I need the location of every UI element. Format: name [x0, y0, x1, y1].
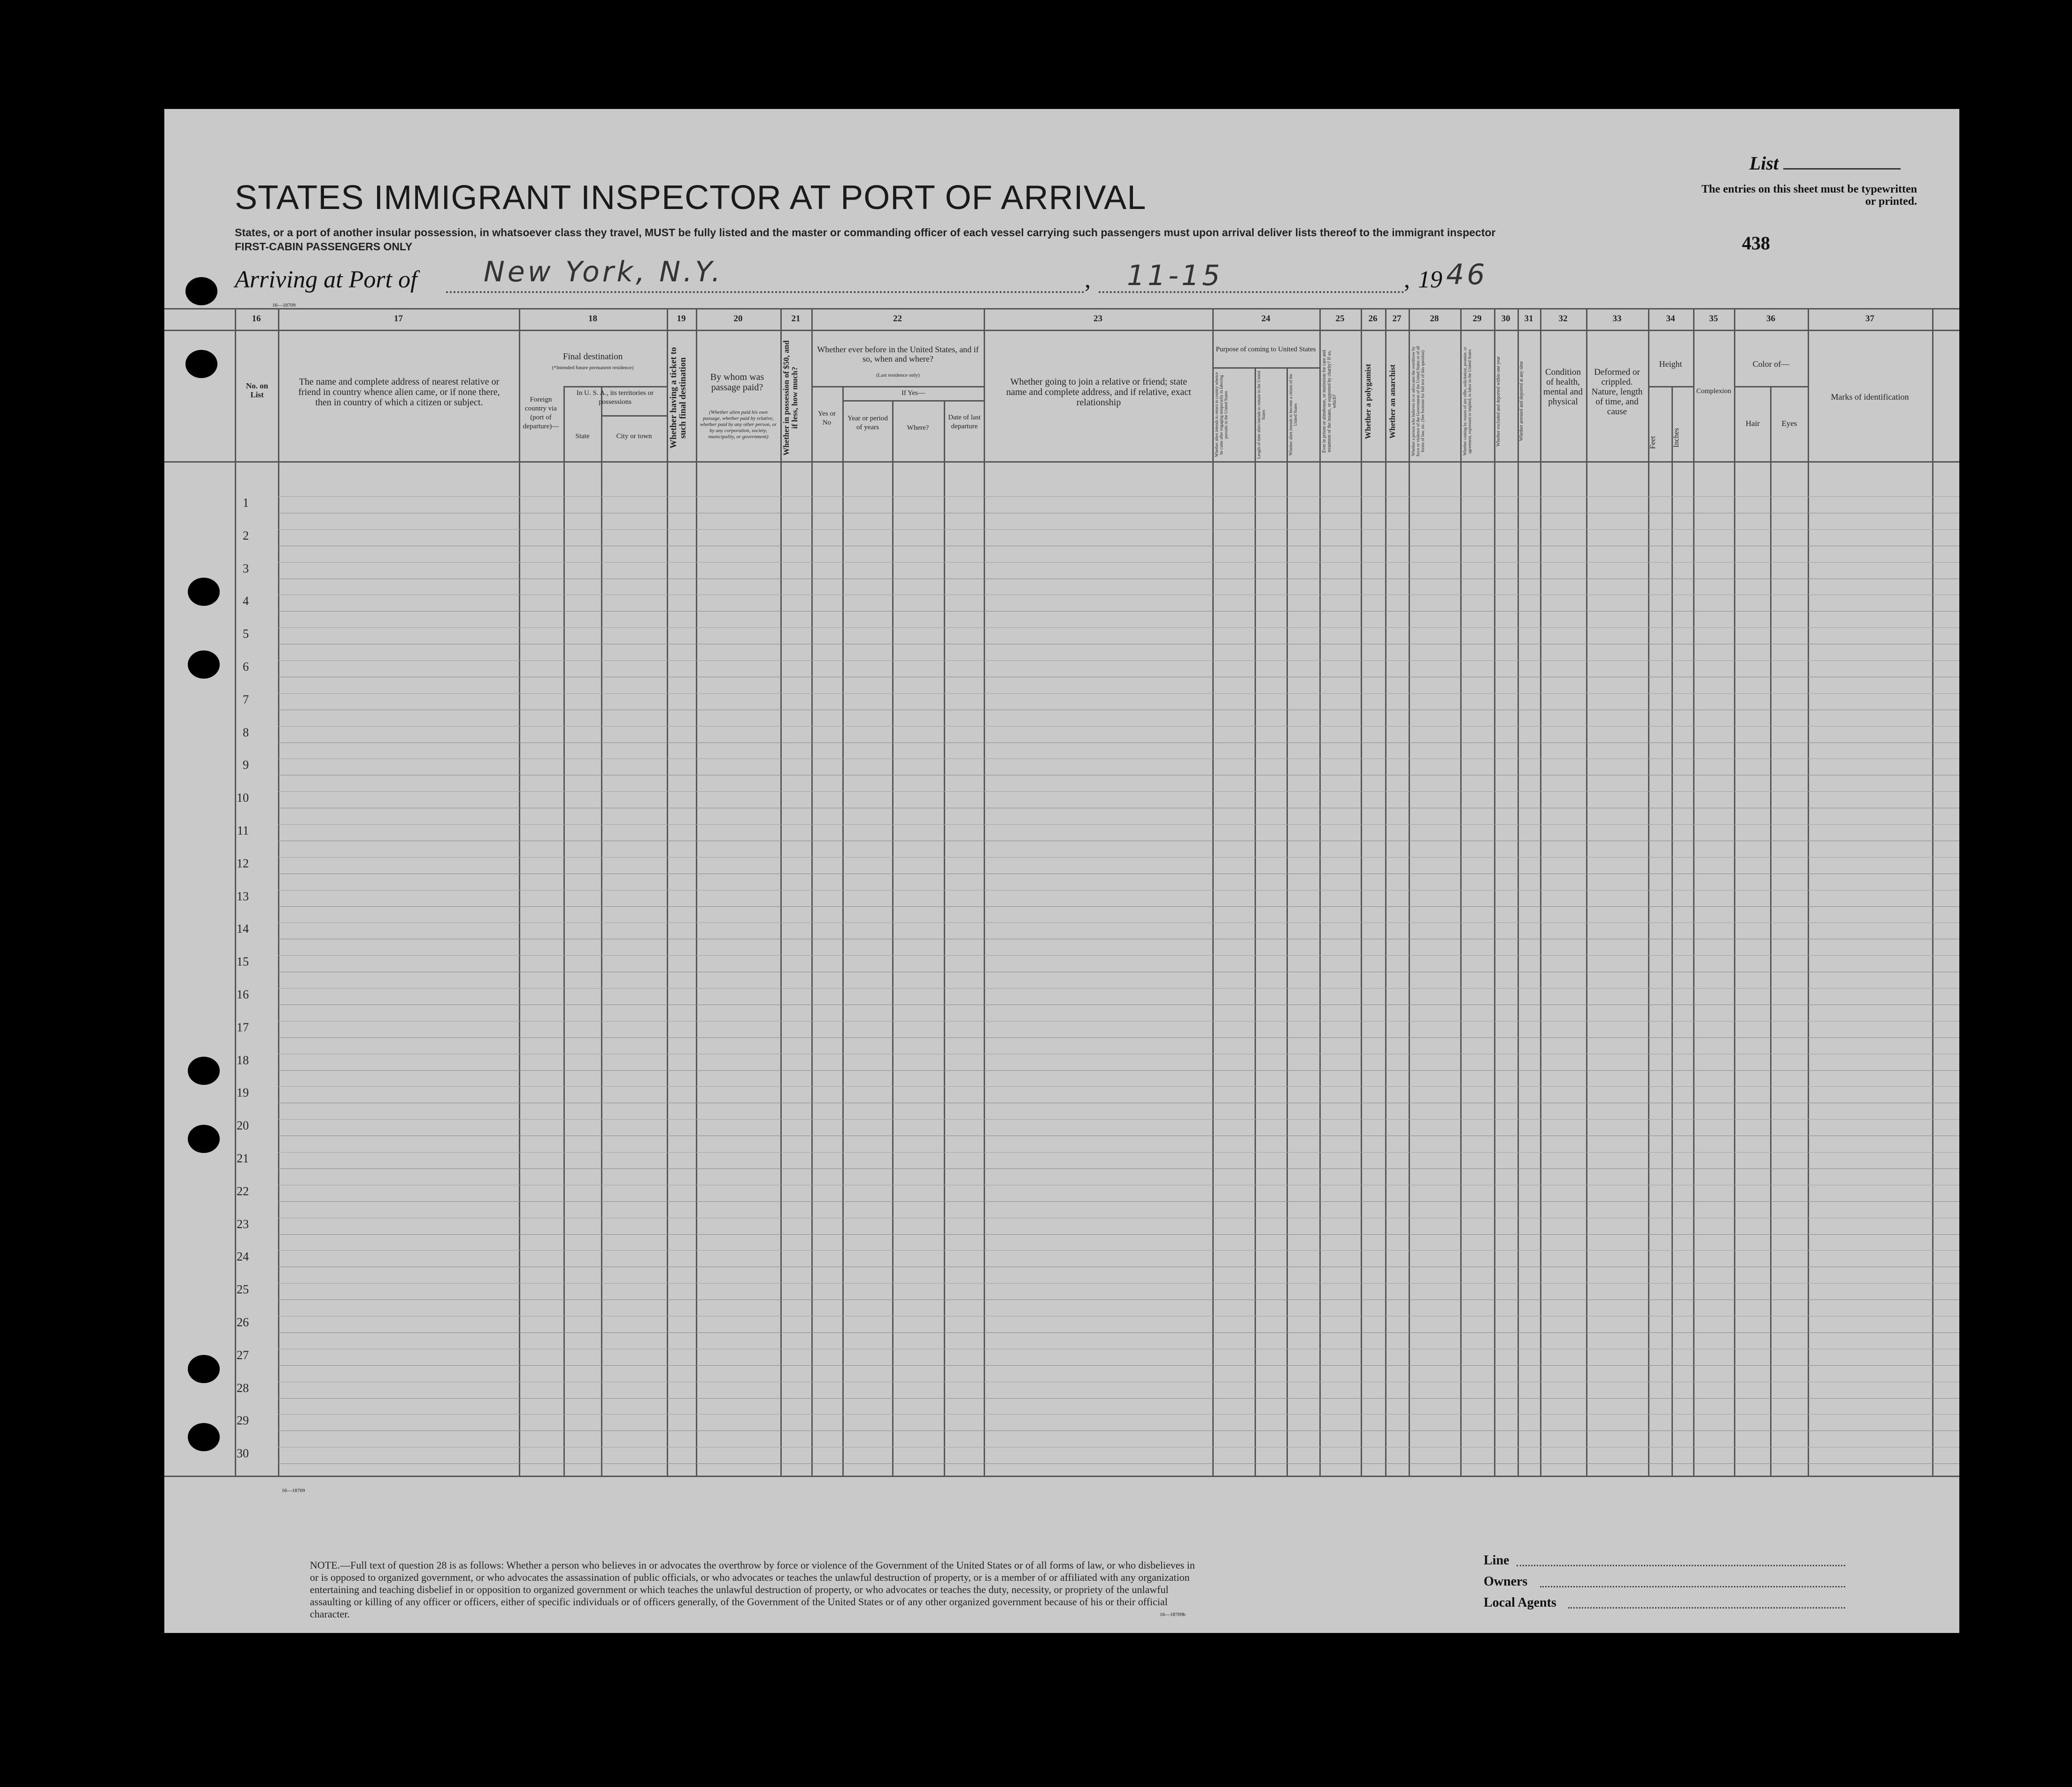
row-number: 10 — [237, 791, 249, 805]
table-bottom-rule — [164, 1476, 1959, 1477]
agents-dotted — [1568, 1607, 1845, 1609]
header-deported: Whether arrested and deported at any time — [1519, 361, 1524, 441]
row-number: 7 — [243, 692, 249, 706]
punch-hole — [188, 650, 220, 679]
row-number: 15 — [237, 955, 249, 969]
header-nearest-relative: The name and complete address of nearest relative or friend in country whence alien came, or if none there, then in country of which a citizen or subject. — [298, 377, 500, 408]
row-subrule — [278, 562, 1959, 563]
row-rule — [278, 1070, 1959, 1071]
header-purpose-c: Whether alien intends to become a citizen of the United States — [1288, 374, 1298, 456]
row-subrule — [278, 1283, 1959, 1284]
row-subrule — [278, 627, 1959, 628]
row-number: 17 — [237, 1020, 249, 1034]
header-passage-paid-sub: (Whether alien paid his own passage, whether paid by relative, whether paid by any other person, or by any corporation, society, municipality, or government) — [700, 410, 777, 440]
punch-hole — [185, 350, 217, 378]
row-number: 16 — [237, 988, 249, 1001]
year-prefix: 19 — [1418, 266, 1442, 293]
colnum-34: 34 — [1666, 314, 1675, 324]
colnum-22: 22 — [893, 314, 902, 324]
colnum-21: 21 — [791, 314, 801, 324]
header-date-departure: Date of last departure — [948, 414, 981, 430]
colnum-37: 37 — [1865, 314, 1874, 324]
row-rule — [278, 1201, 1959, 1202]
row-rule — [278, 1463, 1959, 1464]
row-subrule — [278, 1086, 1959, 1087]
header-purpose: Purpose of coming to United States — [1216, 346, 1316, 353]
colnum-18: 18 — [588, 314, 597, 324]
vline — [1540, 308, 1541, 1476]
colnum-30: 30 — [1501, 314, 1510, 324]
sub-rule — [811, 386, 984, 387]
vline — [667, 308, 668, 1476]
header-bottom-rule — [164, 461, 1959, 463]
row-subrule — [278, 529, 1959, 530]
form-number-note: 16—18709b — [1160, 1612, 1186, 1617]
question-28-footnote: NOTE.—Full text of question 28 is as follows: Whether a person who believes in or advocates the overthrow by force or violence of the Government of the United States or of all forms of law, or who disbelieves in or is opposed to organized government, or who advocates the assassination of public officials, or who advocates or teaches the unlawful destruction of property, or is a member of or affiliated with any organization entertaining and teaching disbelief in or opposition to organized government or which teaches the unlawful destruction of property, or who advocates or teaches the duty, necessity, or propriety of the unlawful assaulting or killing of any officer or officers, either of specific individuals or of officers generally, of the Government of the United States or of any other organized government because of his or their official character. — [310, 1559, 1195, 1620]
colnum-27: 27 — [1392, 314, 1402, 324]
list-label: List — [1749, 152, 1901, 174]
vline — [944, 400, 945, 1476]
comma-2: , — [1404, 266, 1410, 293]
header-purpose-a: Whether alien intends to return to country whence he came after engaging temporarily in laboring pursuits in the United States — [1214, 372, 1228, 457]
header-color-of: Color of— — [1752, 359, 1790, 369]
colnum-26: 26 — [1368, 314, 1378, 324]
header-ticket: Whether having a ticket to such final destination — [669, 347, 688, 449]
class-line: FIRST-CABIN PASSENGERS ONLY — [235, 240, 413, 253]
header-polygamist: Whether a polygamist — [1363, 364, 1372, 439]
row-rule — [278, 1365, 1959, 1366]
vline — [601, 386, 602, 1476]
header-in-usa: In U. S. A., its territories or possessions — [576, 389, 654, 406]
table-top-rule — [164, 308, 1959, 309]
header-final-destination: Final destination — [562, 352, 623, 362]
header-inches: Inches — [1672, 428, 1680, 448]
manifest-sheet — [164, 109, 1959, 1633]
row-number: 29 — [237, 1414, 249, 1428]
vline — [1319, 308, 1321, 1476]
row-subrule — [278, 1119, 1959, 1120]
punch-hole — [188, 1423, 220, 1451]
port-handwritten: New York, N.Y. — [484, 255, 724, 288]
row-number: 14 — [237, 922, 249, 936]
row-subrule — [278, 988, 1959, 989]
port-dotted-line — [446, 291, 1085, 293]
vline — [278, 308, 279, 1476]
header-complexion: Complexion — [1696, 387, 1732, 395]
vline — [984, 308, 985, 1476]
row-number: 9 — [243, 758, 249, 772]
row-number: 5 — [243, 627, 249, 641]
row-rule — [278, 1398, 1959, 1399]
header-if-yes: If Yes— — [901, 389, 925, 397]
sub-rule — [1648, 386, 1693, 387]
sub-rule — [601, 415, 667, 417]
row-subrule — [278, 791, 1959, 792]
agents-label: Local Agents — [1484, 1595, 1556, 1610]
arriving-label: Arriving at Port of — [235, 266, 417, 293]
vline — [1212, 308, 1214, 1476]
vline — [892, 400, 894, 1476]
colnum-17: 17 — [394, 314, 403, 324]
owners-label: Owners — [1484, 1574, 1528, 1589]
colnum-20: 20 — [733, 314, 743, 324]
colnum-19: 19 — [677, 314, 686, 324]
vline — [780, 308, 782, 1476]
colnum-36: 36 — [1766, 314, 1775, 324]
row-number: 30 — [237, 1447, 249, 1461]
row-subrule — [278, 1250, 1959, 1251]
row-number: 3 — [243, 561, 249, 575]
colnum-25: 25 — [1335, 314, 1345, 324]
row-number: 13 — [237, 889, 249, 903]
vline — [842, 386, 844, 1476]
row-number: 18 — [237, 1053, 249, 1067]
vline — [1255, 367, 1256, 1476]
line-dotted — [1517, 1565, 1845, 1566]
form-title: STATES IMMIGRANT INSPECTOR AT PORT OF ARRIVAL — [235, 179, 1147, 217]
header-deformed: Deformed or crippled. Nature, length of time, and cause — [1591, 367, 1643, 417]
row-number: 22 — [237, 1184, 249, 1198]
punch-hole — [188, 1057, 220, 1085]
header-purpose-b: Length of time alien intends to remain in the United States — [1256, 371, 1266, 459]
vline — [1770, 386, 1772, 1476]
header-yes-no: Yes or No — [817, 410, 836, 426]
form-number-bottom: 16—18709 — [282, 1488, 305, 1493]
row-number: 23 — [237, 1217, 249, 1231]
row-number: 19 — [237, 1086, 249, 1100]
header-state: State — [575, 433, 590, 440]
row-subrule — [278, 660, 1959, 661]
header-foreign-country: Foreign country via (port of departure)— — [523, 396, 559, 430]
vline — [1361, 308, 1362, 1476]
row-subrule — [278, 496, 1959, 497]
row-subrule — [278, 1152, 1959, 1153]
colnum-23: 23 — [1094, 314, 1102, 324]
header-marks: Marks of identification — [1831, 392, 1909, 402]
form-number-top: 16—18709 — [272, 302, 296, 308]
row-number: 27 — [237, 1348, 249, 1362]
colnum-31: 31 — [1524, 314, 1533, 324]
header-excluded: Whether excluded and deported within one year — [1496, 356, 1501, 447]
header-anarchist: Whether an anarchist — [1388, 364, 1397, 439]
header-labor-offer: Whether coming by reason of any offer, solicitation, promise, or agreement, expressed or implied, to labor in the United States — [1463, 347, 1472, 456]
row-number: 6 — [243, 660, 249, 673]
row-subrule — [278, 1414, 1959, 1415]
header-years: Year or period of years — [847, 415, 888, 431]
colnum-24: 24 — [1261, 314, 1271, 324]
header-fifty-dollars: Whether in possession of $50, and if less, how much? — [782, 340, 799, 456]
sub-rule — [563, 386, 667, 387]
row-number: 28 — [237, 1381, 249, 1395]
header-feet: Feet — [1649, 436, 1657, 449]
row-subrule — [278, 726, 1959, 727]
row-number: 11 — [237, 824, 249, 837]
row-subrule — [278, 857, 1959, 858]
header-ever-before: Whether ever before in the United States, and if so, when and where? — [817, 345, 979, 364]
header-eyes: Eyes — [1781, 419, 1797, 428]
header-overthrow: Whether a person who believes in or advocates the overthrow by force or violence of the Government of the United States or of all forms of law, etc. (See footnote for full text of this question) — [1411, 346, 1425, 457]
list-number: 438 — [1742, 232, 1770, 254]
header-where: Where? — [907, 424, 929, 432]
colnum-32: 32 — [1558, 314, 1568, 324]
form-subtitle: States, or a port of another insular possession, in whatsoever class they travel, MUST be fully listed and the master or commanding officer of each vessel carrying such passengers must upon arrival deliver lists thereof to the immigrant inspector — [235, 226, 1496, 239]
sub-rule — [1212, 367, 1319, 369]
row-rule — [278, 1037, 1959, 1038]
vline — [1932, 308, 1933, 1476]
typewritten-instruction: The entries on this sheet must be typewritten or printed. — [1701, 183, 1917, 208]
vline — [1586, 308, 1587, 1476]
line-label: Line — [1484, 1553, 1510, 1568]
row-number: 21 — [237, 1152, 249, 1165]
header-city: City or town — [616, 433, 652, 440]
header-ever-before-sub: (Last residence only) — [876, 372, 920, 378]
row-subrule — [278, 824, 1959, 825]
date-handwritten: 11-15 — [1127, 259, 1223, 292]
vline — [1693, 308, 1695, 1476]
vline — [1734, 308, 1735, 1476]
header-health: Condition of health, mental and physical — [1543, 367, 1583, 407]
colnum-29: 29 — [1472, 314, 1482, 324]
punch-hole — [188, 1355, 220, 1383]
row-number: 20 — [237, 1119, 249, 1133]
vline — [811, 308, 813, 1476]
vline — [519, 308, 520, 1476]
punch-hole — [188, 1125, 220, 1153]
row-subrule — [278, 693, 1959, 694]
row-subrule — [278, 758, 1959, 759]
row-number: 25 — [237, 1283, 249, 1297]
vline — [1385, 308, 1386, 1476]
vline — [563, 386, 565, 1476]
row-rule — [278, 1234, 1959, 1235]
comma-1: , — [1085, 266, 1091, 293]
colnum-16: 16 — [252, 314, 261, 324]
owners-dotted — [1540, 1586, 1845, 1587]
colnum-28: 28 — [1430, 314, 1439, 324]
colnum-rule — [164, 330, 1959, 331]
vline — [1460, 308, 1462, 1476]
row-rule — [278, 906, 1959, 907]
sub-rule — [1734, 386, 1808, 387]
row-number: 26 — [237, 1315, 249, 1329]
header-final-destination-sub: (*Intended future permanent residence) — [552, 365, 634, 371]
header-passage-paid: By whom was passage paid? — [710, 372, 764, 393]
row-number: 12 — [237, 856, 249, 870]
row-rule — [278, 1168, 1959, 1169]
vline — [696, 308, 697, 1476]
vline — [1517, 308, 1519, 1476]
header-height: Height — [1659, 359, 1682, 369]
header-no-on-list: No. on List — [246, 381, 269, 399]
vline — [1808, 308, 1809, 1476]
vline — [1409, 308, 1410, 1476]
row-rule — [278, 1332, 1959, 1333]
header-hair: Hair — [1745, 419, 1760, 428]
colnum-33: 33 — [1612, 314, 1622, 324]
header-prison: Ever in prison or almshouse, or institution for care and treatment of the insane, or supported by charity? If so, which? — [1322, 350, 1337, 453]
punch-hole — [185, 277, 217, 305]
header-join-relative: Whether going to join a relative or friend; state name and complete address, and if relative, exact relationship — [1006, 377, 1191, 408]
vline — [1494, 308, 1495, 1476]
row-number: 1 — [243, 496, 249, 510]
vline — [1648, 308, 1649, 1476]
punch-hole — [188, 578, 220, 606]
vline — [1286, 367, 1288, 1476]
vline — [1671, 386, 1673, 1476]
row-subrule — [278, 955, 1959, 956]
year-handwritten: 46 — [1446, 258, 1488, 291]
sub-rule — [842, 400, 984, 402]
colnum-35: 35 — [1709, 314, 1718, 324]
row-subrule — [278, 922, 1959, 923]
row-number: 4 — [243, 594, 249, 608]
row-number: 24 — [237, 1250, 249, 1264]
row-number: 8 — [243, 725, 249, 739]
row-number: 2 — [243, 528, 249, 542]
